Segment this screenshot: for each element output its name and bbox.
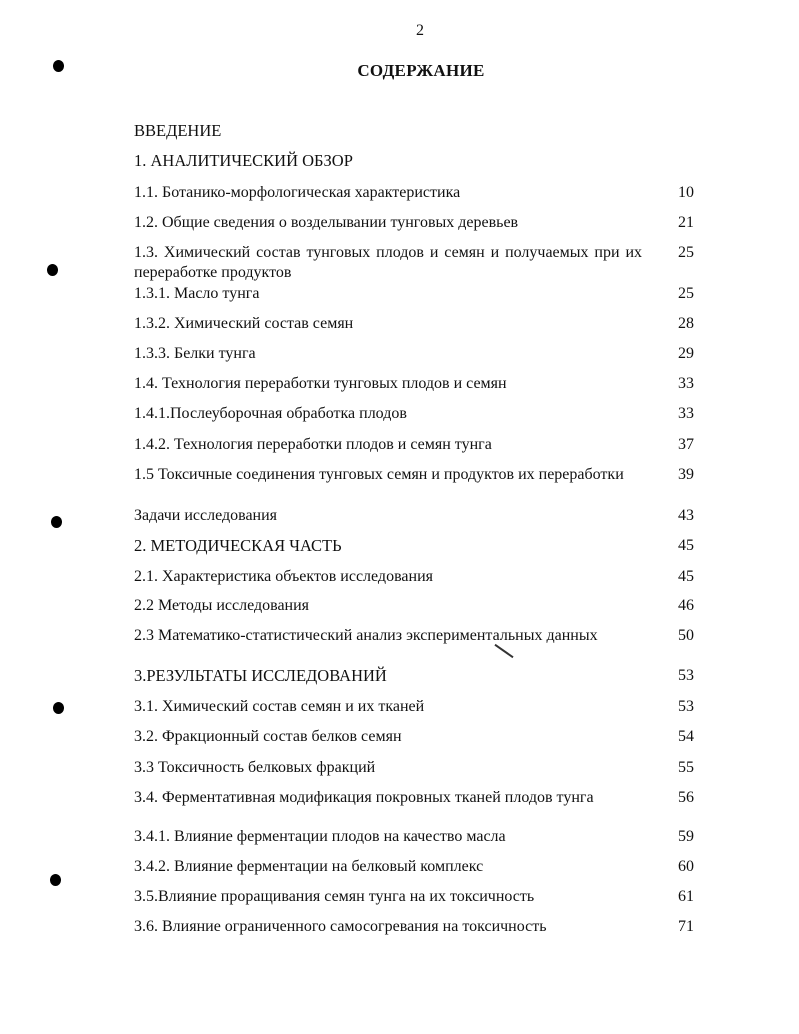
toc-entry-page: 39 xyxy=(678,466,694,483)
toc-entry-text: 1.4.1.Послеуборочная обработка плодов xyxy=(134,405,407,422)
toc-entry-text: 2.3 Математико-статистический анализ экспериментальных данных xyxy=(134,627,598,644)
toc-entry-text: 1. АНАЛИТИЧЕСКИЙ ОБЗОР xyxy=(134,151,353,170)
toc-entry-page: 29 xyxy=(678,345,694,362)
toc-entry-page: 60 xyxy=(678,858,694,875)
toc-entry-text: 1.2. Общие сведения о возделывании тунговых деревьев xyxy=(134,214,519,231)
toc-entry-text: 1.3.3. Белки тунга xyxy=(134,345,256,362)
toc-entry-text: 1.3.2. Химический состав семян xyxy=(134,315,354,332)
toc-entry-text: 2.2 Методы исследования xyxy=(134,597,310,614)
toc-entry-text: Задачи исследования xyxy=(134,507,278,524)
toc-entry-page: 59 xyxy=(678,828,694,845)
toc-entry-text: ВВЕДЕНИЕ xyxy=(134,121,222,140)
page-number: 2 xyxy=(416,22,424,39)
punch-hole xyxy=(53,702,64,714)
toc-entry-text: 3.5.Влияние проращивания семян тунга на их токсичность xyxy=(134,888,535,905)
punch-hole xyxy=(53,60,64,72)
toc-entry-text: 1.3. Химический состав тунговых плодов и семян и получаемых при их переработке продуктов xyxy=(134,244,642,281)
toc-entry-page: 71 xyxy=(678,918,694,935)
punch-hole xyxy=(51,516,62,528)
toc-entry-page: 53 xyxy=(678,667,694,684)
toc-entry-page: 61 xyxy=(678,888,694,905)
toc-entry-page: 50 xyxy=(678,627,694,644)
toc-entry-text: 3.РЕЗУЛЬТАТЫ ИССЛЕДОВАНИЙ xyxy=(134,666,387,685)
toc-entry-page: 46 xyxy=(678,597,694,614)
pen-mark xyxy=(494,644,513,658)
toc-entry-page: 33 xyxy=(678,375,694,392)
toc-entry-text: 2. МЕТОДИЧЕСКАЯ ЧАСТЬ xyxy=(134,536,342,555)
toc-entry-text: 3.2. Фракционный состав белков семян xyxy=(134,728,402,745)
toc-entry-page: 54 xyxy=(678,728,694,745)
toc-entry-page: 55 xyxy=(678,759,694,776)
toc-entry-page: 53 xyxy=(678,698,694,715)
toc-entry-text: 1.4.2. Технология переработки плодов и семян тунга xyxy=(134,436,492,453)
page-title: СОДЕРЖАНИЕ xyxy=(357,61,485,80)
toc-entry-page: 21 xyxy=(678,214,694,231)
toc-entry-text: 3.3 Токсичность белковых фракций xyxy=(134,759,376,776)
toc-entry-text: 3.1. Химический состав семян и их тканей xyxy=(134,698,425,715)
toc-entry-page: 25 xyxy=(678,285,694,302)
toc-entry-text: 2.1. Характеристика объектов исследования xyxy=(134,568,433,585)
toc-entry-page: 37 xyxy=(678,436,694,453)
toc-entry-page: 28 xyxy=(678,315,694,332)
toc-entry-text: 1.4. Технология переработки тунговых плодов и семян xyxy=(134,375,507,392)
toc-entry-page: 10 xyxy=(678,184,694,201)
toc-entry-text: 1.5 Токсичные соединения тунговых семян и продуктов их переработки xyxy=(134,466,624,483)
toc-entry-page: 33 xyxy=(678,405,694,422)
toc-entry-page: 45 xyxy=(678,568,694,585)
toc-entry-page: 45 xyxy=(678,537,694,554)
toc-entry-text: 3.4.1. Влияние ферментации плодов на качество масла xyxy=(134,828,506,845)
toc-entry-page: 25 xyxy=(678,244,694,261)
toc-entry-text: 3.4. Ферментативная модификация покровных тканей плодов тунга xyxy=(134,789,594,806)
punch-hole xyxy=(50,874,61,886)
toc-entry-page: 43 xyxy=(678,507,694,524)
punch-hole xyxy=(47,264,58,276)
toc-entry-text: 1.1. Ботанико-морфологическая характеристика xyxy=(134,184,461,201)
toc-entry-text: 3.6. Влияние ограниченного самосогревания на токсичность xyxy=(134,918,547,935)
toc-entry-page: 56 xyxy=(678,789,694,806)
toc-entry-text: 3.4.2. Влияние ферментации на белковый комплекс xyxy=(134,858,484,875)
toc-entry-text: 1.3.1. Масло тунга xyxy=(134,285,260,302)
